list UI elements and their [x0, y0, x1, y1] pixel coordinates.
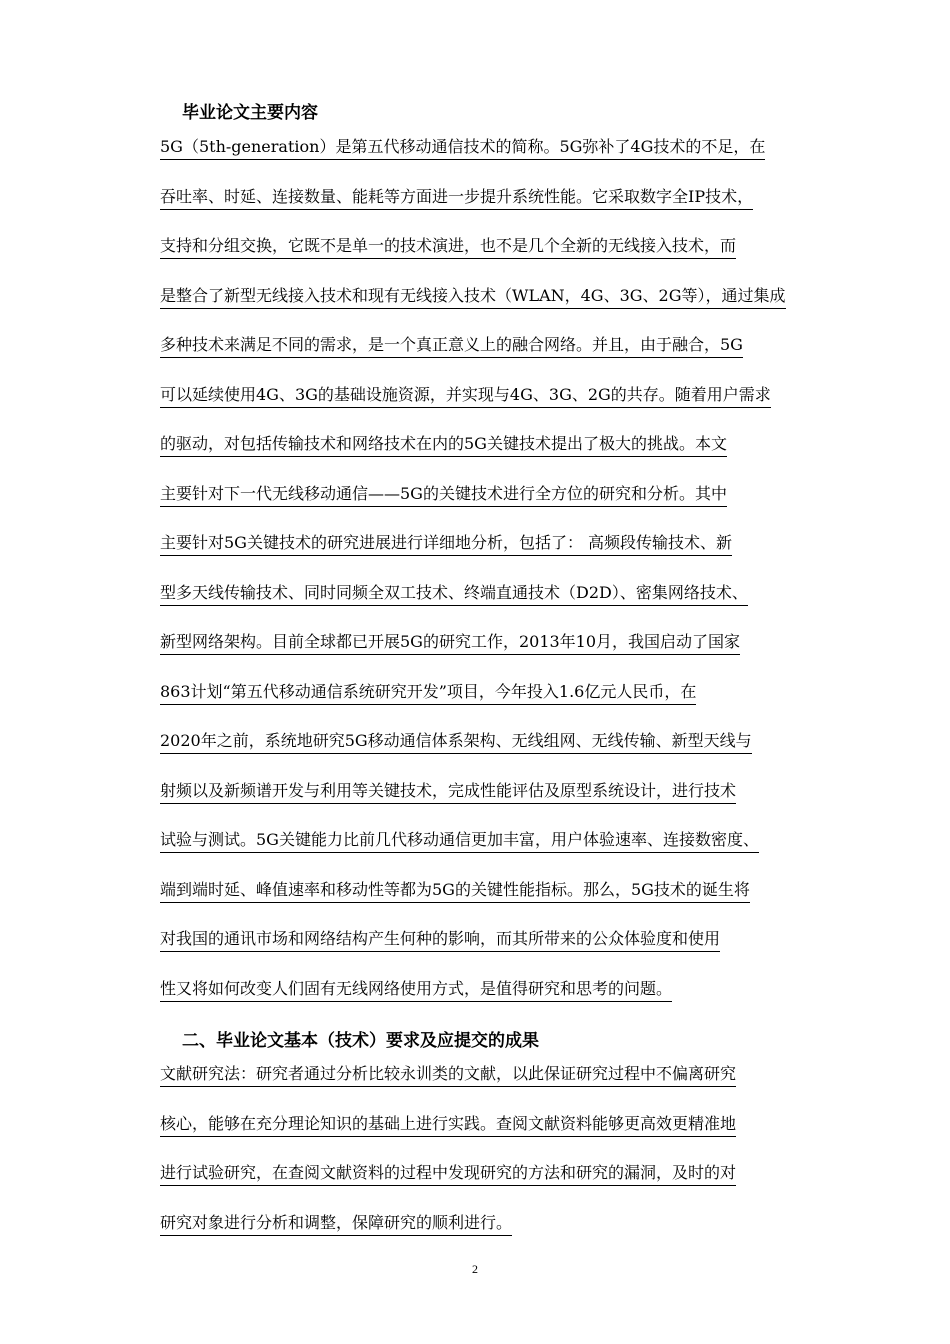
- text-line: 可以延续使用4G、3G的基础设施资源，并实现与4G、3G、2G的共存。随着用户需求: [160, 384, 860, 434]
- text-line: 主要针对下一代无线移动通信——5G的关键技术进行全方位的研究和分析。其中: [160, 483, 860, 533]
- text-line: 新型网络架构。目前全球都已开展5G的研究工作，2013年10月，我国启动了国家: [160, 631, 860, 681]
- text-line: 863计划“第五代移动通信系统研究开发”项目，今年投入1.6亿元人民币，在: [160, 681, 860, 731]
- text-line: 射频以及新频谱开发与利用等关键技术，完成性能评估及原型系统设计，进行技术: [160, 780, 860, 830]
- text-line: 2020年之前，系统地研究5G移动通信体系架构、无线组网、无线传输、新型天线与: [160, 730, 860, 780]
- text-line: 端到端时延、峰值速率和移动性等都为5G的关键性能指标。那么，5G技术的诞生将: [160, 879, 860, 929]
- text-line: 研究对象进行分析和调整，保障研究的顺利进行。: [160, 1212, 860, 1262]
- text-line: 吞吐率、时延、连接数量、能耗等方面进一步提升系统性能。它采取数字全IP技术，: [160, 186, 860, 236]
- text-line: 支持和分组交换，它既不是单一的技术演进，也不是几个全新的无线接入技术，而: [160, 235, 860, 285]
- text-line: 型多天线传输技术、同时同频全双工技术、终端直通技术（D2D）、密集网络技术、: [160, 582, 860, 632]
- text-line: 性又将如何改变人们固有无线网络使用方式，是值得研究和思考的问题。: [160, 978, 860, 1028]
- text-line: 是整合了新型无线接入技术和现有无线接入技术（WLAN，4G、3G、2G等），通过集成: [160, 285, 860, 335]
- text-line: 的驱动，对包括传输技术和网络技术在内的5G关键技术提出了极大的挑战。本文: [160, 433, 860, 483]
- paragraph-requirements: [160, 1063, 860, 1261]
- text-line: 主要针对5G关键技术的研究进展进行详细地分析，包括了： 高频段传输技术、新: [160, 532, 860, 582]
- text-line: 多种技术来满足不同的需求，是一个真正意义上的融合网络。并且，由于融合，5G: [160, 334, 860, 384]
- section-heading-requirements: 二、毕业论文基本（技术）要求及应提交的成果: [182, 1031, 539, 1051]
- page-number: 2: [472, 1262, 478, 1276]
- text-line: 对我国的通讯市场和网络结构产生何种的影响，而其所带来的公众体验度和使用: [160, 928, 860, 978]
- text-line: 5G（5th-generation）是第五代移动通信技术的简称。5G弥补了4G技术的不足，在: [160, 136, 860, 186]
- section-heading-main-content: 毕业论文主要内容: [182, 103, 318, 123]
- text-line: 进行试验研究，在查阅文献资料的过程中发现研究的方法和研究的漏洞，及时的对: [160, 1162, 860, 1212]
- text-line: 文献研究法：研究者通过分析比较永训类的文献，以此保证研究过程中不偏离研究: [160, 1063, 860, 1113]
- text-line: 核心，能够在充分理论知识的基础上进行实践。查阅文献资料能够更高效更精准地: [160, 1113, 860, 1163]
- text-line: 试验与测试。5G关键能力比前几代移动通信更加丰富，用户体验速率、连接数密度、: [160, 829, 860, 879]
- paragraph-main-content: [160, 136, 860, 1027]
